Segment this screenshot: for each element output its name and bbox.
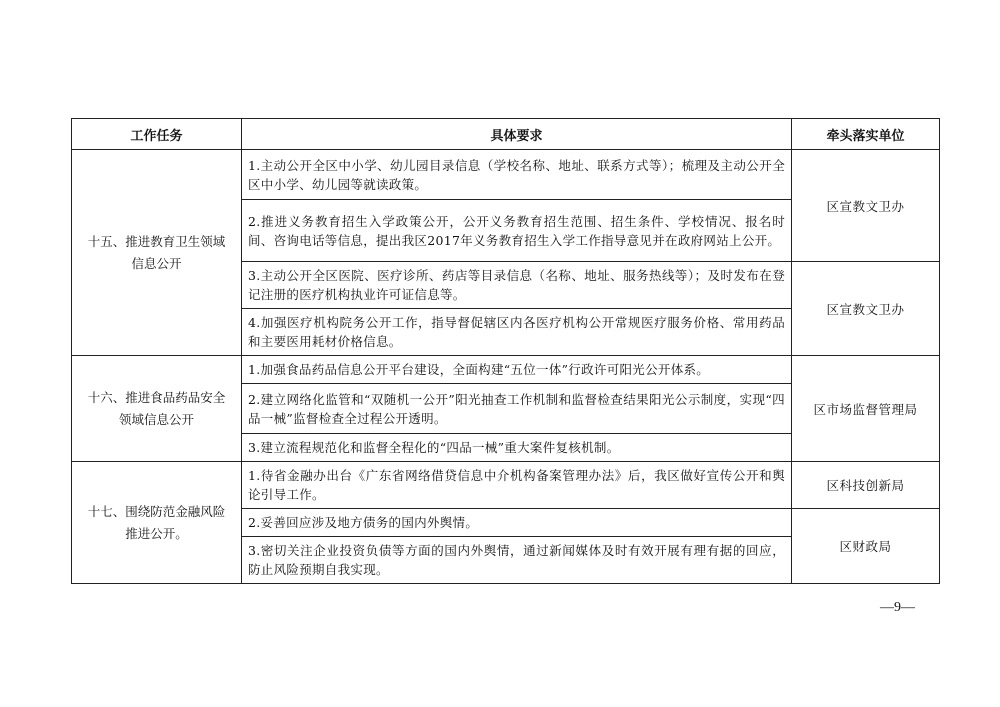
page-number: —9— (880, 600, 915, 615)
lead-unit-cell: 区科技创新局 (792, 462, 940, 509)
lead-unit-cell: 区宣教文卫办 (792, 150, 940, 262)
requirement-cell: 2.建立网络化监管和“双随机一公开”阳光抽查工作机制和监督检查结果阳光公示制度，实现“四品一械”监督检查全过程公开透明。 (242, 384, 792, 434)
table-row (72, 150, 940, 200)
header-lead-unit: 牵头落实单位 (792, 119, 940, 150)
requirement-cell: 2.妥善回应涉及地方债务的国内外舆情。 (242, 509, 792, 537)
task-cell: 十六、推进食品药品安全领域信息公开 (72, 356, 242, 462)
lead-unit-cell: 区财政局 (792, 509, 940, 584)
requirement-cell: 4.加强医疗机构院务公开工作，指导督促辖区内各医疗机构公开常规医疗服务价格、常用药品和主要医用耗材价格信息。 (242, 309, 792, 356)
task-cell: 十七、围绕防范金融风险推进公开。 (72, 462, 242, 584)
requirement-cell: 3.建立流程规范化和监督全程化的“四品一械”重大案件复核机制。 (242, 434, 792, 462)
requirement-cell: 3.密切关注企业投资负债等方面的国内外舆情，通过新闻媒体及时有效开展有理有据的回应，防止风险预期自我实现。 (242, 537, 792, 584)
table-header-row (72, 119, 940, 150)
header-requirements: 具体要求 (242, 119, 792, 150)
header-task: 工作任务 (72, 119, 242, 150)
table-row (72, 462, 940, 509)
requirement-cell: 3.主动公开全区医院、医疗诊所、药店等目录信息（名称、地址、服务热线等）；及时发布在登记注册的医疗机构执业许可证信息等。 (242, 262, 792, 309)
requirement-cell: 2.推进义务教育招生入学政策公开，公开义务教育招生范围、招生条件、学校情况、报名时间、咨询电话等信息，提出我区2017年义务教育招生入学工作指导意见并在政府网站上公开。 (242, 200, 792, 262)
lead-unit-cell: 区市场监督管理局 (792, 356, 940, 462)
work-task-table (71, 118, 940, 584)
task-cell: 十五、推进教育卫生领域信息公开 (72, 150, 242, 356)
lead-unit-cell: 区宣教文卫办 (792, 262, 940, 356)
requirement-cell: 1.加强食品药品信息公开平台建设，全面构建“五位一体”行政许可阳光公开体系。 (242, 356, 792, 384)
table-row (72, 356, 940, 384)
requirement-cell: 1.待省金融办出台《广东省网络借贷信息中介机构备案管理办法》后，我区做好宣传公开和舆论引导工作。 (242, 462, 792, 509)
requirement-cell: 1.主动公开全区中小学、幼儿园目录信息（学校名称、地址、联系方式等）；梳理及主动公开全区中小学、幼儿园等就读政策。 (242, 150, 792, 200)
